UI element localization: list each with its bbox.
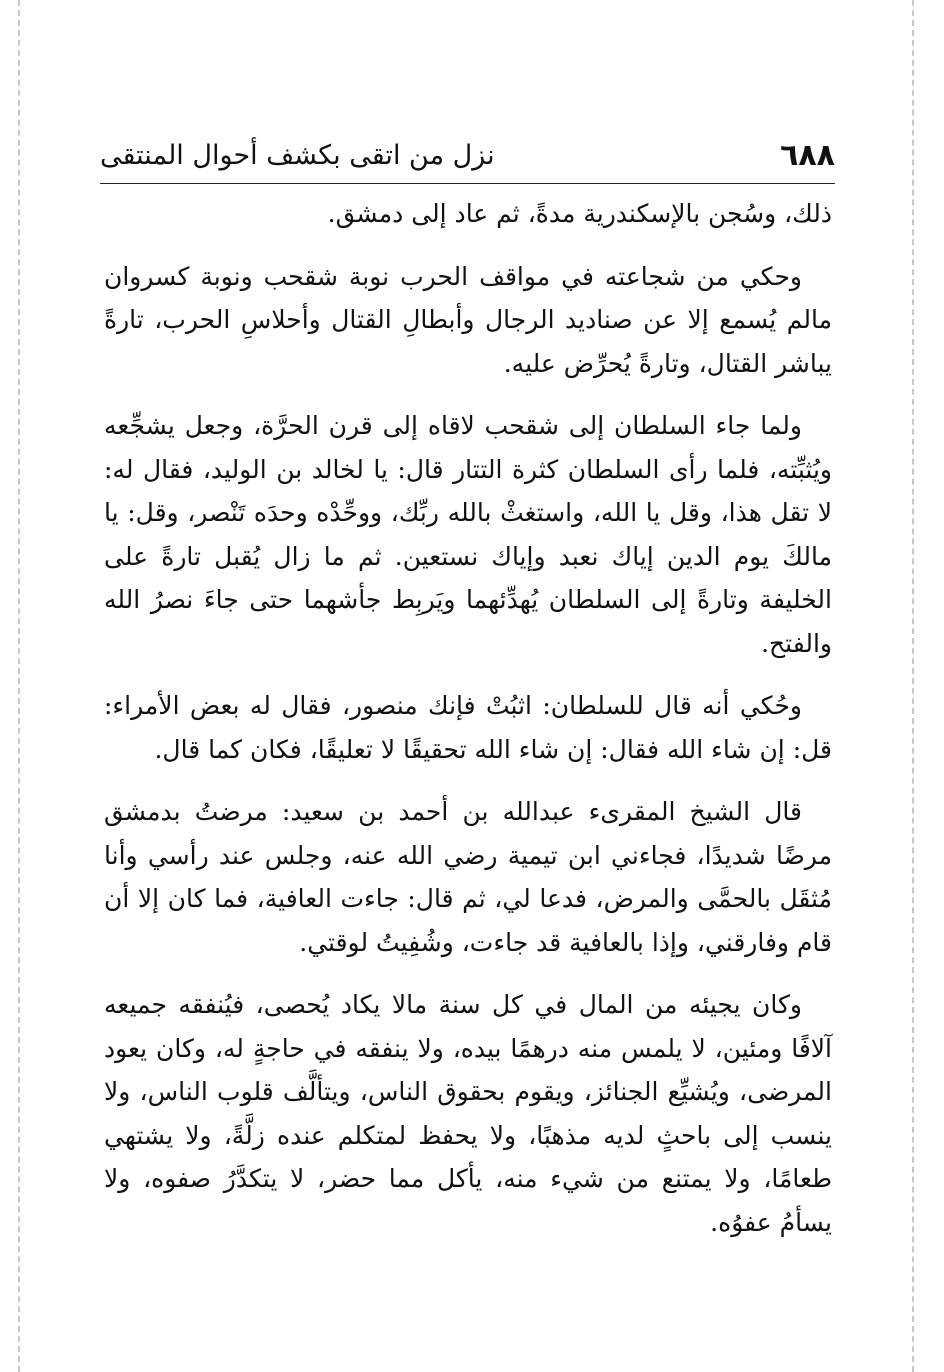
page-header — [100, 128, 835, 180]
left-edge-guide — [18, 0, 20, 1372]
page-number: ٦٨٨ — [780, 138, 835, 173]
right-edge-guide — [912, 0, 914, 1372]
body-text — [104, 192, 832, 1263]
paragraph-victory-saying: وحُكي أنه قال للسلطان: اثبُتْ فإنك منصور، فقال له بعض الأمراء: قل: إن شاء الله فقال: إن شاء الله تحقيقًا لا تعليقًا، فكان كما قال. — [104, 691, 832, 764]
paragraph-courage: وحكي من شجاعته في مواقف الحرب نوبة شقحب ونوبة كسروان مالم يُسمع إلا عن صناديد الرجال وأبطالِ القتال وأحلاسِ الحرب، تارةً يباشر القتال، وتارةً يُحرِّض عليه. — [104, 261, 832, 378]
paragraph-healing-story: قال الشيخ المقرىء عبدالله بن أحمد بن سعيد: مرضتُ بدمشق مرضًا شديدًا، فجاءني ابن تيمية رضي الله عنه، وجلس عند رأسي وأنا مُثقَل بالحمَّى والمرض، فدعا لي، ثم قال: جاءت العافية، فما كان إلا أن قام وفارقني، وإذا بالعافية قد جاءت، وشُفِيتُ لوقتي. — [104, 797, 832, 957]
header-divider — [100, 183, 835, 184]
paragraph-sultan-shaqhab: ولما جاء السلطان إلى شقحب لاقاه إلى قرن الحرَّة، وجعل يشجِّعه ويُثبِّته، فلما رأى السلطان كثرة التتار قال: يا لخالد بن الوليد، فقال له: لا تقل هذا، وقل يا الله، واستغثْ بالله ربِّك، ووحِّدْه وحدَه تَنْصر، وقل: يا مالكَ يوم الدين إياك نعبد وإياك نستعين. ثم ما زال يُقبل تارةً على الخليفة وتارةً إلى السلطان يُهدِّئهما ويَربِط جأشهما حتى جاءَ نصرُ الله والفتح. — [104, 411, 832, 658]
paragraph-continuation: ذلك، وسُجن بالإسكندرية مدةً، ثم عاد إلى دمشق. — [327, 199, 832, 228]
paragraph-generosity: وكان يجيئه من المال في كل سنة مالا يكاد يُحصى، فيُنفقه جميعه آلافًا ومئين، لا يلمس منه درهمًا بيده، ولا ينفقه في حاجةٍ له، وكان يعود المرضى، ويُشيِّع الجنائز، ويقوم بحقوق الناس، ويتألَّف قلوب الناس، ولا ينسب إلى باحثٍ لديه مذهبًا، ولا يحفظ لمتكلم عنده زلَّةً، ولا يشتهي طعامًا، ولا يمتنع من شيء منه، يأكل مما حضر، لا يتكدَّرُ صفوه، ولا يسأمُ عفوُه. — [104, 990, 832, 1237]
running-title: نزل من اتقى بكشف أحوال المنتقى — [100, 140, 495, 171]
